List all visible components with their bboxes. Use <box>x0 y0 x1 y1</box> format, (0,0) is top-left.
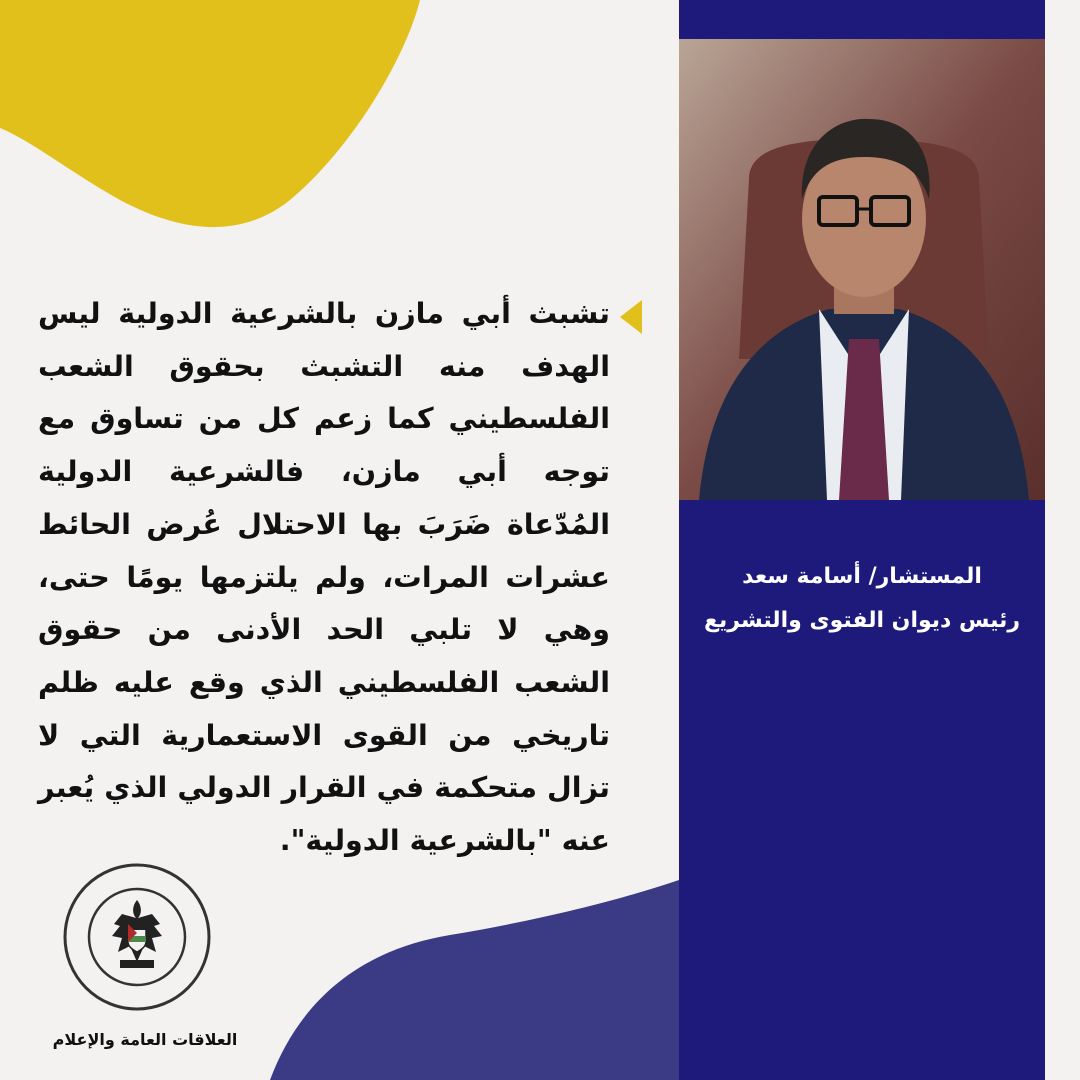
triangle-marker-icon <box>618 298 644 336</box>
palestine-eagle-emblem-icon <box>62 862 212 1012</box>
speaker-title: رئيس ديوان الفتوى والتشريع <box>703 608 1021 633</box>
speaker-block <box>679 560 1045 638</box>
quote-text: تشبث أبي مازن بالشرعية الدولية ليس الهدف منه التشبث بحقوق الشعب الفلسطيني كما زعم كل من تساوق مع توجه أبي مازن، فالشرعية الدولية المُدّعاة ضَرَبَ بها الاحتلال عُرض الحائط عشرات المرات، ولم يلتزمها يومًا حتى، وهي لا تلبي الحد الأدنى من حقوق الشعب الفلسطيني الذي وقع عليه ظلم تاريخي من القوى الاستعمارية التي لا تزال متحكمة في القرار الدولي الذي يُعبر عنه "بالشرعية الدولية". <box>38 297 610 858</box>
department-label: العلاقات العامة والإعلام <box>52 1030 238 1049</box>
speaker-photo <box>679 39 1045 500</box>
speaker-name: المستشار/ أسامة سعد <box>742 564 982 589</box>
